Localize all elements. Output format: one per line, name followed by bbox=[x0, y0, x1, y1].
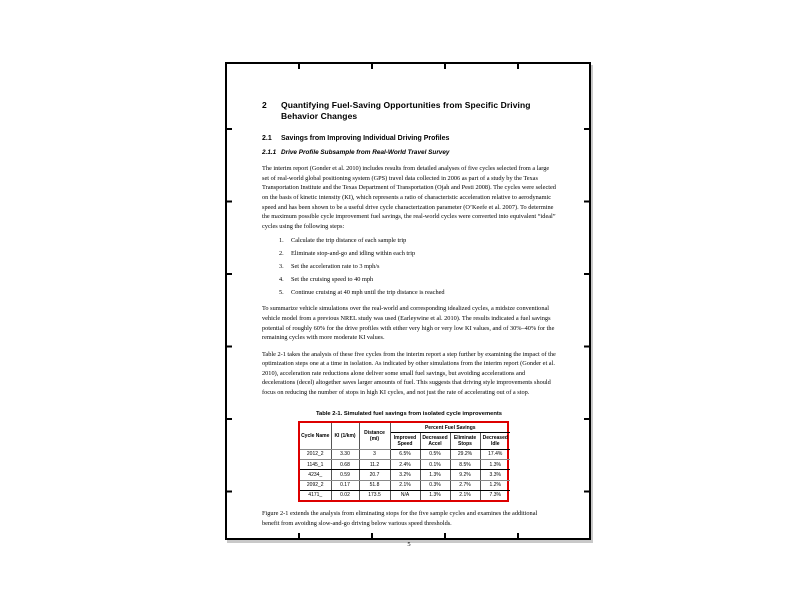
table-row bbox=[300, 470, 510, 480]
list-item-text: Set the acceleration rate to 3 mph/s bbox=[291, 263, 380, 271]
report-page bbox=[225, 62, 591, 549]
table-cell: 0.3% bbox=[420, 480, 450, 490]
subsubsection-title: Drive Profile Subsample from Real-World Travel Survey bbox=[281, 149, 450, 157]
fuel-savings-table-highlight-box bbox=[298, 421, 509, 502]
section-number: 2 bbox=[262, 100, 267, 110]
list-item bbox=[279, 275, 556, 284]
table-cell: 3 bbox=[359, 449, 390, 459]
subsubsection-heading bbox=[262, 149, 556, 157]
col-header-improved-speed: Improved Speed bbox=[390, 433, 420, 450]
table-cell: 1.3% bbox=[420, 470, 450, 480]
list-item-number: 5. bbox=[279, 289, 284, 297]
table-cell: 0.59 bbox=[331, 470, 359, 480]
list-item bbox=[279, 236, 556, 245]
table-cell: 0.5% bbox=[420, 449, 450, 459]
list-item-number: 3. bbox=[279, 263, 284, 271]
table-cell: 1.2% bbox=[480, 480, 510, 490]
col-header-distance: Distance (mi) bbox=[359, 423, 390, 449]
table-cell: 1.3% bbox=[480, 460, 510, 470]
table-cell: 51.8 bbox=[359, 480, 390, 490]
table-cell: 6.5% bbox=[390, 449, 420, 459]
table-cell: 7.3% bbox=[480, 490, 510, 500]
table-cell: 20.7 bbox=[359, 470, 390, 480]
col-header-decreased-idle: Decreased Idle bbox=[480, 433, 510, 450]
table-cell: 1.3% bbox=[420, 490, 450, 500]
list-item-number: 2. bbox=[279, 250, 284, 258]
list-item bbox=[279, 288, 556, 297]
paragraph-intro: The interim report (Gonder et al. 2010) includes results from detailed analyses of five cycles selected from a large set of real-world global positioning system (GPS) travel data collected in 2006 as part of a study by the Texas Transportation Institute and the Texas Department of Transportation (Ojah and Pesti 2008). The cycles were selected on the basis of kinetic intensity (KI), which represents a ratio of characteristic acceleration relative to aerodynamic speed and has been shown to be a useful drive cycle characterization parameter (O’Keefe et al. 2007). To determine the maximum possible cycle improvement fuel savings, the real-world cycles were converted into equivalent “ideal” cycles using the following steps: bbox=[262, 165, 556, 230]
list-item-text: Continue cruising at 40 mph until the trip distance is reached bbox=[291, 289, 445, 297]
list-item-number: 4. bbox=[279, 276, 284, 284]
table-cell: 3.30 bbox=[331, 449, 359, 459]
subsection-title: Savings from Improving Individual Driving Profiles bbox=[281, 134, 450, 142]
table-row bbox=[300, 490, 510, 500]
col-header-cycle-name: Cycle Name bbox=[300, 423, 331, 449]
table-cell: 0.02 bbox=[331, 490, 359, 500]
table-body bbox=[300, 449, 510, 500]
section-title: Quantifying Fuel-Saving Opportunities from Specific Driving Behavior Changes bbox=[281, 100, 531, 122]
section-heading bbox=[262, 100, 556, 123]
col-header-eliminate-stops: Eliminate Stops bbox=[450, 433, 480, 450]
table-cell: 1145_1 bbox=[300, 460, 331, 470]
table-cell: 17.4% bbox=[480, 449, 510, 459]
col-header-decreased-accel: Decreased Accel bbox=[420, 433, 450, 450]
ruler-ticks-left bbox=[227, 64, 232, 538]
list-item bbox=[279, 262, 556, 271]
table-cell: 29.2% bbox=[450, 449, 480, 459]
list-item-text: Calculate the trip distance of each sample trip bbox=[291, 237, 407, 245]
table-cell: 173.5 bbox=[359, 490, 390, 500]
table-cell: 2.4% bbox=[390, 460, 420, 470]
table-row bbox=[300, 480, 510, 490]
table-cell: 2.7% bbox=[450, 480, 480, 490]
page-content bbox=[262, 100, 556, 549]
list-item bbox=[279, 249, 556, 258]
table-cell: 11.2 bbox=[359, 460, 390, 470]
table-cell: 0.1% bbox=[420, 460, 450, 470]
table-cell: 2092_2 bbox=[300, 480, 331, 490]
table-cell: 0.68 bbox=[331, 460, 359, 470]
ruler-ticks-top bbox=[227, 64, 589, 69]
table-cell: 8.5% bbox=[450, 460, 480, 470]
table-cell: 3.2% bbox=[390, 470, 420, 480]
subsubsection-number: 2.1.1 bbox=[262, 149, 277, 157]
table-row bbox=[300, 460, 510, 470]
table-cell: 4171_ bbox=[300, 490, 331, 500]
list-item-text: Eliminate stop-and-go and idling within each trip bbox=[291, 250, 416, 258]
table-cell: 2012_2 bbox=[300, 449, 331, 459]
table-cell: 4234_ bbox=[300, 470, 331, 480]
table-cell: 3.3% bbox=[480, 470, 510, 480]
table-row bbox=[300, 449, 510, 459]
table-caption: Table 2-1. Simulated fuel savings from isolated cycle improvements bbox=[315, 410, 503, 417]
subsection-number: 2.1 bbox=[262, 134, 272, 142]
paragraph-table-discussion: Table 2-1 takes the analysis of these five cycles from the interim report a step further by examining the impact of the optimization steps one at a time in isolation. As indicated by other simulations from the interim report (Gonder et al. 2010), acceleration rate reductions alone deliver some small fuel savings, but avoiding accelerations and decelerations (decel) altogether saves larger amounts of fuel. This suggests that driving style improvements should focus on reducing the number of stops in high KI cycles, and not just the rate of accelerating out of a stop. bbox=[262, 350, 556, 396]
page-number: 5 bbox=[407, 541, 411, 549]
table-cell: 2.1% bbox=[390, 480, 420, 490]
ideal-cycle-steps-list bbox=[279, 236, 556, 297]
paragraph-figure-reference: Figure 2-1 extends the analysis from eliminating stops for the five sample cycles and examines the additional benefit from avoiding slow-and-go driving below various speed thresholds. bbox=[262, 510, 538, 527]
fuel-savings-table bbox=[300, 423, 510, 500]
ruler-ticks-right bbox=[584, 64, 589, 538]
list-item-text: Set the cruising speed to 40 mph bbox=[291, 276, 374, 284]
table-cell: 2.1% bbox=[450, 490, 480, 500]
table-cell: N/A bbox=[390, 490, 420, 500]
list-item-number: 1. bbox=[279, 237, 284, 245]
subsection-heading bbox=[262, 134, 556, 143]
col-header-ki: KI (1/km) bbox=[331, 423, 359, 449]
table-cell: 9.2% bbox=[450, 470, 480, 480]
table-cell: 0.17 bbox=[331, 480, 359, 490]
paragraph-simulation-results: To summarize vehicle simulations over the real-world and corresponding idealized cycles, a midsize conventional vehicle model from a previous NREL study was used (Earleywine et al. 2010). The results indicated a fuel savings potential of roughly 60% for the drive profiles with either very high or very low KI values, and of 30%–40% for the remaining cycles with more moderate KI values. bbox=[262, 305, 555, 342]
col-group-header-percent-fuel-savings: Percent Fuel Savings bbox=[390, 423, 510, 433]
